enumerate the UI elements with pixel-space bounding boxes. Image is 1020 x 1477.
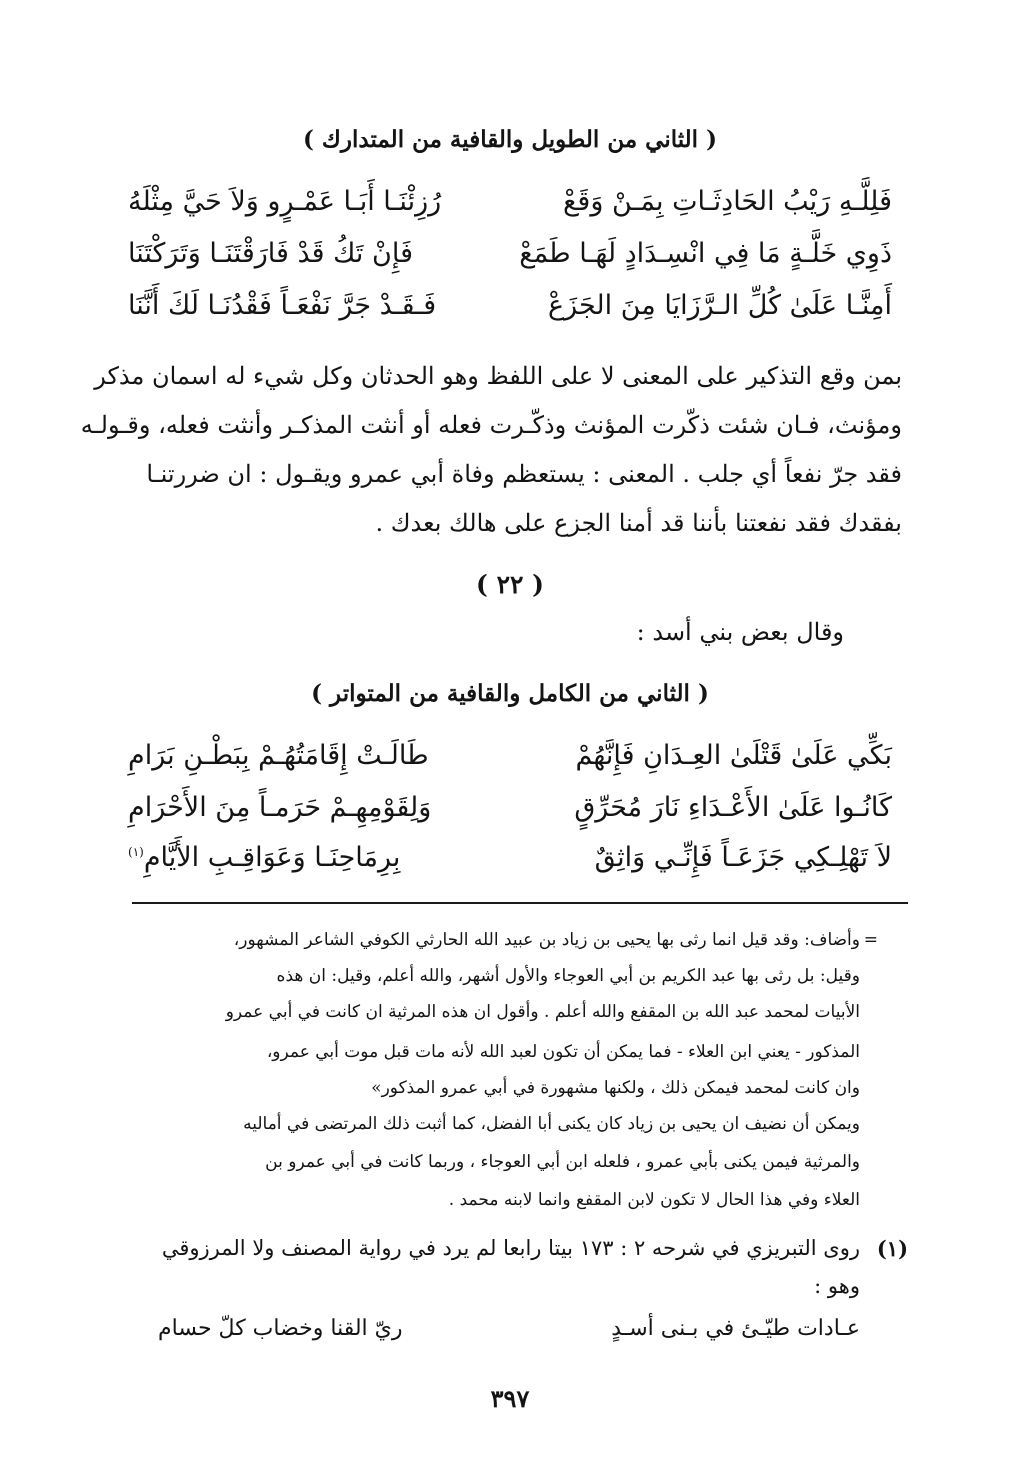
- hemistich-text: بِرِمَاحِنَـا وَعَوَاقِـبِ الأَيَّامِ: [143, 842, 401, 873]
- footnote-line: الأبيات لمحمد عبد الله بن المقفع والله أعلم . وأقول ان هذه المرثية ان كانت في أبي عمرو: [225, 1002, 860, 1022]
- poem-number: ( ٢٢ ): [476, 570, 544, 599]
- verse-second-hemistich: رُزِئْنَـا أَبَـا عَمْـرٍو وَلاَ حَيَّ مِثْلَهُ: [128, 186, 442, 217]
- poem22-verse-3: [128, 842, 892, 886]
- footnote-separator: [132, 902, 908, 904]
- verse-first-hemistich: فَلِلَّـهِ رَيْبُ الحَادِثَـاتِ بِمَـنْ وَقَعْ: [563, 186, 892, 217]
- poem21-verse-2: [128, 238, 892, 282]
- footnote-line: وان كانت لمحمد فيمكن ذلك ، ولكنها مشهورة في أبي عمرو المذكور»: [371, 1078, 860, 1098]
- footnote-1-line: روى التبريزي في شرحه ٢ : ١٧٣ بيتا رابعا لم يرد في رواية المصنف ولا المرزوقي: [161, 1236, 860, 1260]
- poem22-verse-2: [128, 792, 892, 836]
- verse-first-hemistich: ذَوِي خَلَّـةٍ مَا فِي انْسِـدَادٍ لَهَـا طَمَعْ: [519, 238, 892, 269]
- footnote-line: ويمكن أن نضيف ان يحيى بن زياد كان يكنى أبا الفضل، كما أثبت ذلك المرتضى في أماليه: [243, 1114, 860, 1134]
- footnote-line: وقيل: بل رثى بها عبد الكريم بن أبي العوجاء والأول أشهر، والله أعلم، وقيل: ان هذه: [276, 966, 860, 986]
- poem22-intro: وقال بعض بني أسد :: [636, 618, 844, 646]
- poem21-verse-3: [128, 290, 892, 334]
- verse-second-hemistich: ريّ القنا وخضاب كلّ حسام: [158, 1316, 403, 1341]
- footnote-reference: (١): [128, 845, 144, 859]
- footnote-line: وأضاف: وقد قيل انما رثى بها يحيى بن زياد بن عبيد الله الحارثي الكوفي الشاعر المشهور،: [233, 930, 860, 950]
- page-number: ٣٩٧: [490, 1384, 530, 1413]
- commentary-line: ومؤنث، فـان شئت ذكّرت المؤنث وذكّـرت فعله أو أنثت المذكـر وأنثت فعله، وقـولـه: [80, 411, 902, 439]
- verse-second-hemistich: طَالَـتْ إِقَامَتُهُـمْ بِبَطْـنِ بَرَامِ: [128, 740, 429, 771]
- verse-second-hemistich: [128, 842, 400, 873]
- commentary-line: بفقدك فقد نفعتنا بأننا قد أمنا الجزع على هالك بعدك .: [375, 509, 902, 537]
- poem22-verse-1: [128, 740, 892, 784]
- verse-first-hemistich: بَكِّي عَلَىٰ قَتْلَىٰ العِـدَانِ فَإِنَّهُمْ: [575, 740, 892, 771]
- poem21-meter-title: ( الثاني من الطويل والقافية من المتدارك ): [303, 126, 717, 153]
- footnote-line: العلاء وفي هذا الحال لا تكون لابن المقفع وانما لابنه محمد .: [448, 1190, 860, 1210]
- commentary-line: بمن وقع التذكير على المعنى لا على اللفظ وهو الحدثان وكل شيء له اسمان مذكر: [94, 362, 902, 390]
- verse-first-hemistich: عـادات طيّـئ في بـنى أسـدٍ: [611, 1316, 860, 1341]
- footnote-1-verse: [158, 1316, 860, 1341]
- footnote-line: والمرثية فيمن يكنى بأبي عمرو ، فلعله ابن أبي العوجاء ، وربما كانت في أبي عمرو بن: [265, 1152, 860, 1172]
- verse-second-hemistich: فَإِنْ تَكُ قَدْ فَارَقْتَنَـا وَتَرَكْتَنَا: [128, 238, 413, 269]
- poem22-meter-title: ( الثاني من الكامل والقافية من المتواتر ): [311, 680, 709, 707]
- verse-second-hemistich: وَلِقَوْمِهِـمْ حَرَمـاً مِنَ الأَحْرَامِ: [128, 792, 432, 823]
- poem21-verse-1: [128, 186, 892, 230]
- verse-first-hemistich: لاَ تَهْلِـكِي جَزَعَـاً فَإِنِّـي وَاثِقٌ: [594, 842, 892, 873]
- footnote-continuation-marker: =: [863, 930, 878, 950]
- verse-first-hemistich: أَمِنَّـا عَلَىٰ كُلِّ الـرَّزَايَا مِنَ الجَزَعْ: [547, 290, 892, 321]
- footnote-1-line: وهو :: [814, 1274, 860, 1298]
- verse-second-hemistich: فَـقَـدْ جَرَّ نَفْعَـاً فَقْدُنَـا لَكَ أَنَّنَا: [128, 290, 437, 321]
- footnote-line: المذكور - يعني ابن العلاء - فما يمكن أن تكون لعبد الله لأنه مات قبل موت أبي عمرو،: [266, 1042, 860, 1062]
- commentary-line: فقد جرّ نفعاً أي جلب . المعنى : يستعظم وفاة أبي عمرو ويقـول : ان ضررتنـا: [146, 460, 902, 488]
- poem21-commentary: [80, 352, 902, 548]
- footnote-1-marker: (١): [876, 1236, 908, 1261]
- verse-first-hemistich: كَانُـوا عَلَىٰ الأَعْـدَاءِ نَارَ مُحَرِّقٍ: [574, 792, 892, 823]
